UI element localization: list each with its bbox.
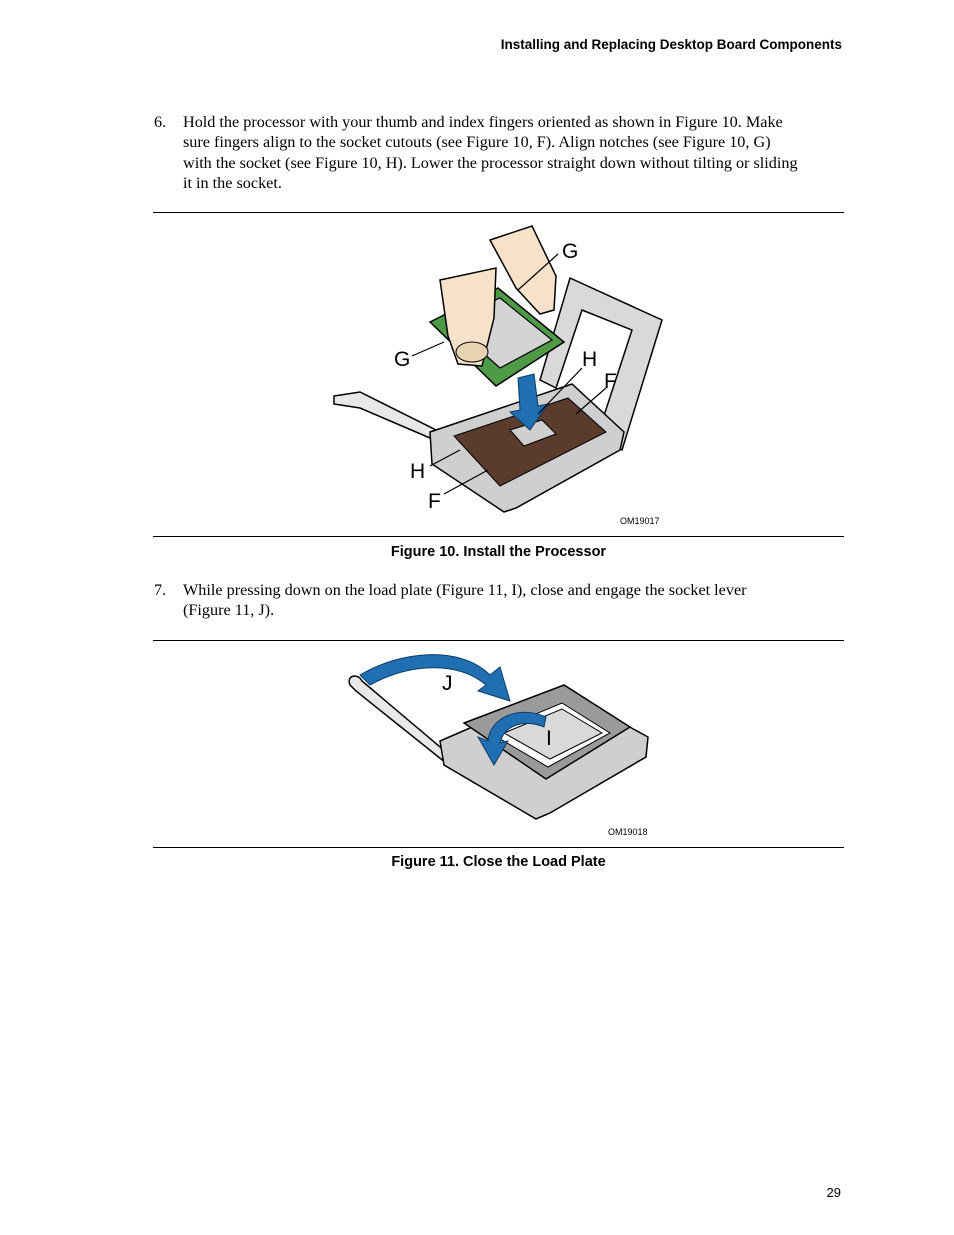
- figure-11-bottom-rule: [153, 847, 844, 848]
- callout-f-right: F: [604, 370, 617, 393]
- running-header: Installing and Replacing Desktop Board Components: [500, 37, 842, 52]
- step-line: (Figure 11, J).: [183, 601, 275, 620]
- page-number: 29: [826, 1185, 841, 1200]
- callout-f-left: F: [428, 490, 441, 513]
- figure-11-illustration: [340, 645, 670, 840]
- step-line: with the socket (see Figure 10, H). Lower the processor straight down without tilting or sliding: [183, 153, 798, 172]
- figure-10-caption: Figure 10. Install the Processor: [390, 544, 607, 560]
- callout-g-left: G: [394, 348, 411, 371]
- figure-11-caption: Figure 11. Close the Load Plate: [391, 854, 606, 870]
- callout-h-left: H: [410, 460, 426, 483]
- callout-i: I: [546, 727, 552, 750]
- step-number: 7.: [154, 581, 167, 599]
- step-line: sure fingers align to the socket cutouts (see Figure 10, F). Align notches (see Figure 10, G): [183, 133, 771, 152]
- figure-11-top-rule: [153, 640, 844, 641]
- callout-h-right: H: [582, 348, 598, 371]
- figure-10-top-rule: [153, 212, 844, 213]
- figure-10-illustration: [320, 218, 680, 530]
- step-line: Hold the processor with your thumb and index fingers oriented as shown in Figure 10. Make: [183, 113, 783, 131]
- figure-10-bottom-rule: [153, 536, 844, 537]
- step-line: While pressing down on the load plate (Figure 11, I), close and engage the socket lever: [183, 581, 747, 599]
- thumbnail: [456, 342, 488, 362]
- step-line: it in the socket.: [183, 173, 282, 192]
- step-7: [154, 580, 854, 621]
- figure-10-code: OM19017: [620, 516, 660, 526]
- step-6: [154, 112, 854, 193]
- callout-j: J: [442, 672, 453, 695]
- figure-11-code: OM19018: [608, 827, 648, 837]
- callout-g-top: G: [562, 240, 579, 263]
- socket-lever: [349, 676, 452, 763]
- step-number: 6.: [154, 113, 167, 131]
- lever-arrow: [360, 655, 510, 701]
